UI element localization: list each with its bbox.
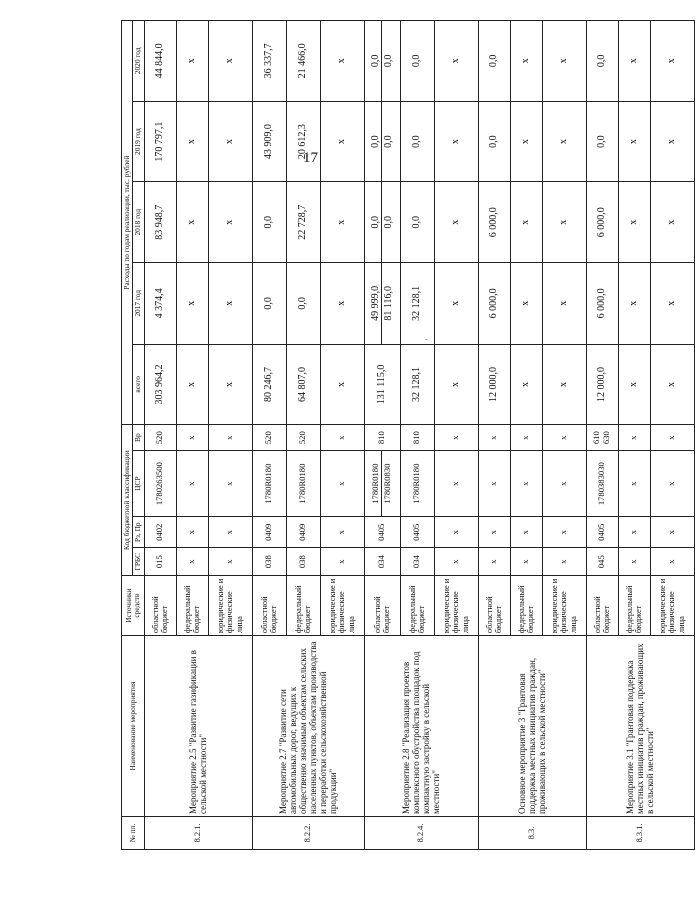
total-cell: 32 128,1 — [400, 344, 434, 425]
y2017-cell: x — [434, 262, 478, 344]
rzpr-cell: x — [618, 517, 650, 548]
y2020-cell — [364, 21, 400, 102]
header-2019: 2019 год — [133, 101, 144, 182]
rzpr-cell: x — [176, 517, 208, 548]
y2019-cell: x — [320, 101, 364, 182]
y2019-value-2: 0,0 — [381, 102, 394, 182]
source-cell: областной бюджет — [364, 576, 400, 636]
grbs-cell: 038 — [286, 548, 320, 576]
y2017-cell: 6 000,0 — [478, 262, 510, 344]
vr-cell: 810 — [364, 425, 400, 451]
total-cell: x — [650, 344, 694, 425]
vr-cell — [586, 425, 618, 451]
grbs-cell: x — [176, 548, 208, 576]
y2020-cell: x — [434, 21, 478, 102]
source-cell: юридические и физические лица — [320, 576, 364, 636]
activity-name: Основное мероприятие 3 "Грантовая поддержка местных инициатив граждан, проживающих в сельской местности" — [478, 636, 586, 817]
y2017-value-2: 81 116,0 — [381, 263, 394, 344]
page-number: 17 — [303, 150, 318, 166]
y2019-cell — [364, 101, 400, 182]
grbs-cell: x — [510, 548, 542, 576]
grbs-cell: x — [478, 548, 510, 576]
table-row — [364, 21, 400, 850]
total-cell: x — [320, 344, 364, 425]
y2019-cell: 0,0 — [586, 101, 618, 182]
header-csr: ЦСР — [133, 451, 144, 517]
csr-cell: x — [176, 451, 208, 517]
rzpr-cell: 0409 — [252, 517, 286, 548]
grbs-cell: 045 — [586, 548, 618, 576]
y2019-cell: 20 612,3 — [286, 101, 320, 182]
y2019-cell: 0,0 — [478, 101, 510, 182]
header-expense-group: Расходы по годам реализации, тыс. рублей — [122, 21, 133, 425]
grbs-cell: x — [650, 548, 694, 576]
header-source: Источники средств — [122, 576, 145, 636]
csr-cell: 1780263500 — [144, 451, 176, 517]
y2018-cell: 6 000,0 — [478, 182, 510, 263]
csr-cell — [364, 451, 400, 517]
vr-cell: 520 — [252, 425, 286, 451]
y2020-cell: 36 337,7 — [252, 21, 286, 102]
y2019-cell: x — [510, 101, 542, 182]
y2018-cell: x — [434, 182, 478, 263]
csr-cell: x — [618, 451, 650, 517]
grbs-cell: 038 — [252, 548, 286, 576]
total-cell: x — [510, 344, 542, 425]
y2017-cell: x — [618, 262, 650, 344]
row-number: 8.3. — [478, 816, 586, 849]
y2018-cell: x — [618, 182, 650, 263]
header-total: всего — [133, 344, 144, 425]
csr-cell: 1780R0180 — [252, 451, 286, 517]
y2018-cell: x — [510, 182, 542, 263]
total-cell: 12 000,0 — [586, 344, 618, 425]
csr-cell: x — [208, 451, 252, 517]
y2017-cell: 0,0 — [252, 262, 286, 344]
table-row — [252, 21, 286, 850]
total-cell: x — [208, 344, 252, 425]
rzpr-cell: 0405 — [586, 517, 618, 548]
y2018-cell: x — [542, 182, 586, 263]
vr-cell: x — [434, 425, 478, 451]
total-cell: x — [542, 344, 586, 425]
y2017-cell: x — [650, 262, 694, 344]
total-cell: x — [618, 344, 650, 425]
csr-value-2: 1780R0830 — [381, 451, 393, 516]
header-2018: 2018 год — [133, 182, 144, 263]
header-2020: 2020 год — [133, 21, 144, 102]
source-cell: областной бюджет — [478, 576, 510, 636]
vr-cell: 810 — [400, 425, 434, 451]
rotated-page — [24, 0, 686, 878]
total-cell: x — [176, 344, 208, 425]
y2018-cell: x — [208, 182, 252, 263]
y2018-value-2: 0,0 — [381, 182, 394, 262]
y2020-cell: 0,0 — [586, 21, 618, 102]
header-vr: Вр — [133, 425, 144, 451]
rzpr-cell: 0402 — [144, 517, 176, 548]
y2020-cell: 44 844,0 — [144, 21, 176, 102]
vr-cell: x — [542, 425, 586, 451]
source-cell: областной бюджет — [252, 576, 286, 636]
csr-cell: 1780R0180 — [286, 451, 320, 517]
y2019-cell: x — [176, 101, 208, 182]
source-cell: юридические и физические лица — [650, 576, 694, 636]
rzpr-cell: x — [434, 517, 478, 548]
y2018-cell: x — [650, 182, 694, 263]
source-cell: областной бюджет — [144, 576, 176, 636]
row-number: 8.2.4. — [364, 816, 478, 849]
header-grbs: ГРБС — [133, 548, 144, 576]
y2020-cell: x — [176, 21, 208, 102]
y2020-value-2: 0,0 — [381, 21, 394, 101]
y2017-cell: x — [176, 262, 208, 344]
table-row — [478, 21, 510, 850]
vr-cell: 520 — [286, 425, 320, 451]
grbs-cell: x — [618, 548, 650, 576]
table-row — [144, 21, 176, 850]
y2017-cell: x — [542, 262, 586, 344]
y2018-cell: 0,0 — [400, 182, 434, 263]
source-cell: юридические и физические лица — [434, 576, 478, 636]
y2019-cell: 170 797,1 — [144, 101, 176, 182]
source-cell: федеральный бюджет — [510, 576, 542, 636]
csr-cell: x — [650, 451, 694, 517]
rzpr-cell: 0409 — [286, 517, 320, 548]
csr-cell: x — [478, 451, 510, 517]
y2019-cell: 0,0 — [400, 101, 434, 182]
csr-cell: x — [320, 451, 364, 517]
y2018-cell: x — [176, 182, 208, 263]
csr-cell: x — [510, 451, 542, 517]
rzpr-cell: x — [510, 517, 542, 548]
header-code-group: Код бюджетной классификации — [122, 425, 133, 576]
source-cell: областной бюджет — [586, 576, 618, 636]
margin-mark: - — [425, 335, 428, 344]
header-rzpr: Рз, Пр — [133, 517, 144, 548]
vr-value-2: 630 — [601, 431, 612, 445]
y2017-cell: x — [320, 262, 364, 344]
source-cell: федеральный бюджет — [618, 576, 650, 636]
row-number: 8.2.1. — [144, 816, 252, 849]
rzpr-cell: x — [478, 517, 510, 548]
row-number: 8.3.1. — [586, 816, 694, 849]
y2019-cell: x — [208, 101, 252, 182]
rzpr-cell: x — [650, 517, 694, 548]
vr-value: 610 — [591, 431, 602, 445]
y2019-cell: x — [434, 101, 478, 182]
vr-cell: x — [176, 425, 208, 451]
y2017-cell: 6 000,0 — [586, 262, 618, 344]
y2019-value: 0,0 — [369, 135, 381, 148]
y2017-cell: 0,0 — [286, 262, 320, 344]
vr-cell: x — [320, 425, 364, 451]
y2020-cell: x — [510, 21, 542, 102]
header-2017: 2017 год — [133, 262, 144, 344]
csr-cell: x — [434, 451, 478, 517]
vr-cell: x — [618, 425, 650, 451]
total-cell: 64 807,0 — [286, 344, 320, 425]
y2018-cell — [364, 182, 400, 263]
source-cell: федеральный бюджет — [286, 576, 320, 636]
total-cell: 80 246,7 — [252, 344, 286, 425]
header-name: Наименование мероприятия — [122, 636, 145, 817]
y2020-value: 0,0 — [369, 54, 381, 68]
y2020-cell: x — [618, 21, 650, 102]
y2017-cell: x — [208, 262, 252, 344]
rzpr-cell: x — [208, 517, 252, 548]
csr-cell: 1780383030 — [586, 451, 618, 517]
y2017-cell: x — [510, 262, 542, 344]
activity-name: Мероприятие 3.1 "Грантовая поддержка местных инициатив граждан, проживающих в сельской местности" — [586, 636, 694, 817]
y2020-cell: x — [320, 21, 364, 102]
header-row-1 — [122, 21, 133, 850]
y2019-cell: x — [618, 101, 650, 182]
csr-cell: x — [542, 451, 586, 517]
y2017-value: 49 999,0 — [369, 285, 381, 321]
y2017-cell — [364, 262, 400, 344]
source-cell: юридические и физические лица — [542, 576, 586, 636]
grbs-cell: 034 — [400, 548, 434, 576]
total-cell: 131 115,0 — [364, 344, 400, 425]
rzpr-cell: x — [542, 517, 586, 548]
y2017-cell: 32 128,1 — [400, 262, 434, 344]
activity-name: Мероприятие 2.5 "Развитие газификации в сельской местности" — [144, 636, 252, 817]
total-cell: 303 964,2 — [144, 344, 176, 425]
y2020-cell: x — [208, 21, 252, 102]
grbs-cell: x — [542, 548, 586, 576]
activity-name: Мероприятие 2.8 "Реализация проектов комплексного обустройства площадок под компактную застройку в сельской местности" — [364, 636, 478, 817]
y2019-cell: x — [650, 101, 694, 182]
y2018-cell: 0,0 — [252, 182, 286, 263]
grbs-cell: x — [434, 548, 478, 576]
table-row — [586, 21, 618, 850]
y2019-cell: x — [542, 101, 586, 182]
y2019-cell: 43 909,0 — [252, 101, 286, 182]
vr-cell: x — [510, 425, 542, 451]
y2018-value: 0,0 — [369, 215, 381, 229]
total-cell: x — [434, 344, 478, 425]
vr-cell: x — [650, 425, 694, 451]
header-num: № пп. — [122, 816, 145, 849]
activity-name: Мероприятие 2.7 "Развитие сети автомобильных дорог, ведущих к общественно значимым объектам сельских населенных пунктов, объектам производства и переработки сельскохозяйственной продукции" — [252, 636, 364, 817]
y2018-cell: 6 000,0 — [586, 182, 618, 263]
budget-table — [121, 20, 695, 850]
grbs-cell: x — [320, 548, 364, 576]
y2020-cell: x — [650, 21, 694, 102]
total-cell: 12 000,0 — [478, 344, 510, 425]
source-cell: юридические и физические лица — [208, 576, 252, 636]
grbs-cell: x — [208, 548, 252, 576]
y2020-cell: 0,0 — [400, 21, 434, 102]
vr-cell: x — [478, 425, 510, 451]
row-number: 8.2.2. — [252, 816, 364, 849]
source-cell: федеральный бюджет — [176, 576, 208, 636]
y2020-cell: x — [542, 21, 586, 102]
csr-cell: 1780R0180 — [400, 451, 434, 517]
rzpr-cell: x — [320, 517, 364, 548]
rzpr-cell: 0405 — [400, 517, 434, 548]
y2017-cell: 4 374,4 — [144, 262, 176, 344]
y2018-cell: x — [320, 182, 364, 263]
y2018-cell: 83 948,7 — [144, 182, 176, 263]
csr-value: 1780R0180 — [370, 463, 381, 504]
y2020-cell: 21 466,0 — [286, 21, 320, 102]
grbs-cell: 015 — [144, 548, 176, 576]
y2020-cell: 0,0 — [478, 21, 510, 102]
y2018-cell: 22 728,7 — [286, 182, 320, 263]
vr-cell: x — [208, 425, 252, 451]
source-cell: федеральный бюджет — [400, 576, 434, 636]
rzpr-cell: 0405 — [364, 517, 400, 548]
vr-cell: 520 — [144, 425, 176, 451]
grbs-cell: 034 — [364, 548, 400, 576]
